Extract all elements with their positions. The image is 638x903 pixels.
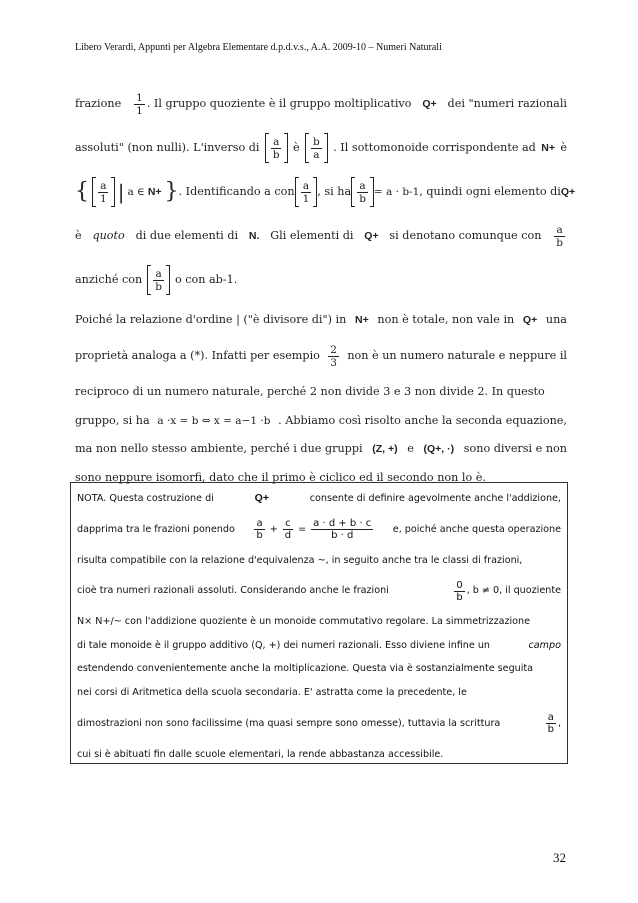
text: , quindi ogni elemento di	[419, 184, 561, 198]
text: . Il sottomonoide corrispondente ad	[333, 140, 536, 154]
p1-line-5	[75, 258, 567, 302]
fraction: $\frac{a}{b}$	[556, 223, 563, 249]
symbol-q-plus: Q+	[422, 97, 437, 110]
sum-formula: $\frac{a}{b}$ + $\frac{c}{d}$ = $\frac{a \cdot d + b \cdot c}{b \cdot d}$	[256, 518, 372, 542]
p2-line-3	[75, 378, 567, 406]
nota-line-3: risulta compatibile con la relazione d'equivalenza ~, in seguito anche tra le classi di frazioni,	[77, 554, 523, 566]
nota-box	[70, 482, 568, 764]
text: di due elementi di	[135, 228, 239, 242]
text: . Identificando a con	[178, 184, 295, 198]
text: è	[293, 140, 300, 154]
group-q-plus: (Q+, ·)	[423, 443, 455, 456]
text: , si ha	[317, 184, 352, 198]
text: anziché con	[75, 272, 143, 286]
text: reciproco di un numero naturale, perché 2 non divide 3 e 3 non divide 2. In questo	[75, 385, 545, 399]
text: non è un numero naturale e neppure il	[347, 349, 567, 363]
symbol-q-plus: Q+	[522, 314, 538, 326]
text: è	[560, 140, 567, 154]
fraction: $\frac{2}{3}$	[330, 343, 337, 369]
nota-line-1: NOTA. Questa costruzione di Q+ consente di definire agevolmente anche l'addizione,	[77, 487, 561, 511]
symbol-q-plus: Q+	[254, 492, 269, 504]
symbol-n-plus: N+	[355, 314, 369, 326]
p2-line-5	[75, 435, 567, 463]
text: . Abbiamo così risolto anche la seconda equazione,	[278, 413, 567, 427]
italic-term: campo	[528, 639, 561, 651]
text: o con ab-1.	[174, 272, 238, 286]
symbol-n-plus: N+	[541, 141, 555, 154]
text: gruppo, si ha	[75, 413, 150, 427]
text: si denotano comunque con	[389, 228, 542, 242]
main-text	[75, 82, 576, 492]
page-header: Libero Verardi, Appunti per Algebra Elementare d.p.d.v.s., A.A. 2009-10 – Numeri Naturali	[75, 42, 442, 53]
nota-line-6: di tale monoide è il gruppo additivo (Q, +) dei numeri razionali. Esso diviene infine un campo	[77, 634, 561, 658]
p2-line-2	[75, 334, 567, 378]
nota-line-10: cui si è abituati fin dalle scuole elementari, la rende abbastanza accessibile.	[77, 748, 444, 760]
text: proprietà analoga a (*). Infatti per esempio	[75, 349, 320, 363]
p1-line-2	[75, 126, 567, 170]
symbol-q-plus: Q+	[364, 229, 379, 242]
nota-line-8: nei corsi di Aritmetica della scuola secondaria. E' astratta come la precedente, le	[77, 686, 467, 698]
group-z: (Z, +)	[372, 443, 398, 456]
nota-line-9: dimostrazioni non sono facilissime (ma quasi sempre sono omesse), tuttavia la scrittura $\frac{a}{b}$ ,	[77, 712, 561, 736]
zero-fraction: $\frac{0}{b}$ , b ≠ 0, il quoziente	[456, 579, 561, 603]
class-bracket: $\frac{a}{b}$	[351, 177, 374, 207]
text: non è totale, non vale in	[377, 313, 515, 326]
nota-line-7: estendendo convenientemente anche la moltiplicazione. Questa via è sostanzialmente seguita	[77, 663, 534, 675]
symbol-n: N.	[248, 229, 260, 242]
text: assoluti" (non nulli). L'inverso di	[75, 140, 260, 154]
class-bracket: $\frac{a}{b}$	[265, 133, 288, 163]
set-braces: { $\frac{a}{1}$ | a ∈ N+ }	[75, 177, 179, 207]
nota-line-5: N× N+/~ con l'addizione quoziente è un monoide commutativo regolare. La simmetrizzazione	[77, 616, 531, 628]
fraction: $\frac{1}{1}$ . Il gruppo quoziente è il gruppo moltiplicativo	[136, 91, 412, 117]
class-bracket: $\frac{b}{a}$	[305, 133, 328, 163]
text: sono neppure isomorfi, dato che il primo è ciclico ed il secondo non lo è.	[75, 470, 486, 484]
italic-term: quoto	[92, 228, 125, 242]
text: una	[545, 313, 567, 326]
p2-line-4	[75, 407, 567, 435]
text: frazione	[75, 96, 122, 110]
equation: = a · b-1	[373, 185, 420, 198]
p1-line-3	[75, 170, 576, 214]
symbol-q-plus: Q+	[560, 185, 576, 198]
page-number: 32	[553, 850, 566, 865]
text: è	[75, 228, 82, 242]
class-bracket: $\frac{a}{b}$	[147, 265, 170, 295]
text: dei "numeri razionali	[447, 96, 567, 110]
nota-line-2: dapprima tra le frazioni ponendo $\frac{a}{b}$ + $\frac{c}{d}$ = $\frac{a \cdot d + b \cdot c}{b \cdot d}$ e, poiché anche questa operazione	[77, 518, 561, 542]
fraction: $\frac{a}{b}$ ,	[547, 712, 561, 736]
text: sono diversi e non	[463, 442, 567, 456]
p1-line-4	[75, 214, 567, 258]
p2-line-1	[75, 306, 567, 334]
text: e	[407, 442, 414, 456]
class-bracket: $\frac{a}{1}$	[295, 177, 318, 207]
nota-line-4: cioè tra numeri razionali assoluti. Considerando anche le frazioni $\frac{0}{b}$ , b ≠ 0, il quoziente	[77, 579, 561, 603]
equation: a ·x = b ⇔ x = a−1 ·b	[157, 414, 271, 427]
text: Gli elementi di	[270, 228, 354, 242]
p1-line-1	[75, 82, 567, 126]
text: Poiché la relazione d'ordine | ("è divisore di") in	[75, 313, 347, 326]
text: ma non nello stesso ambiente, perché i due gruppi	[75, 442, 363, 456]
